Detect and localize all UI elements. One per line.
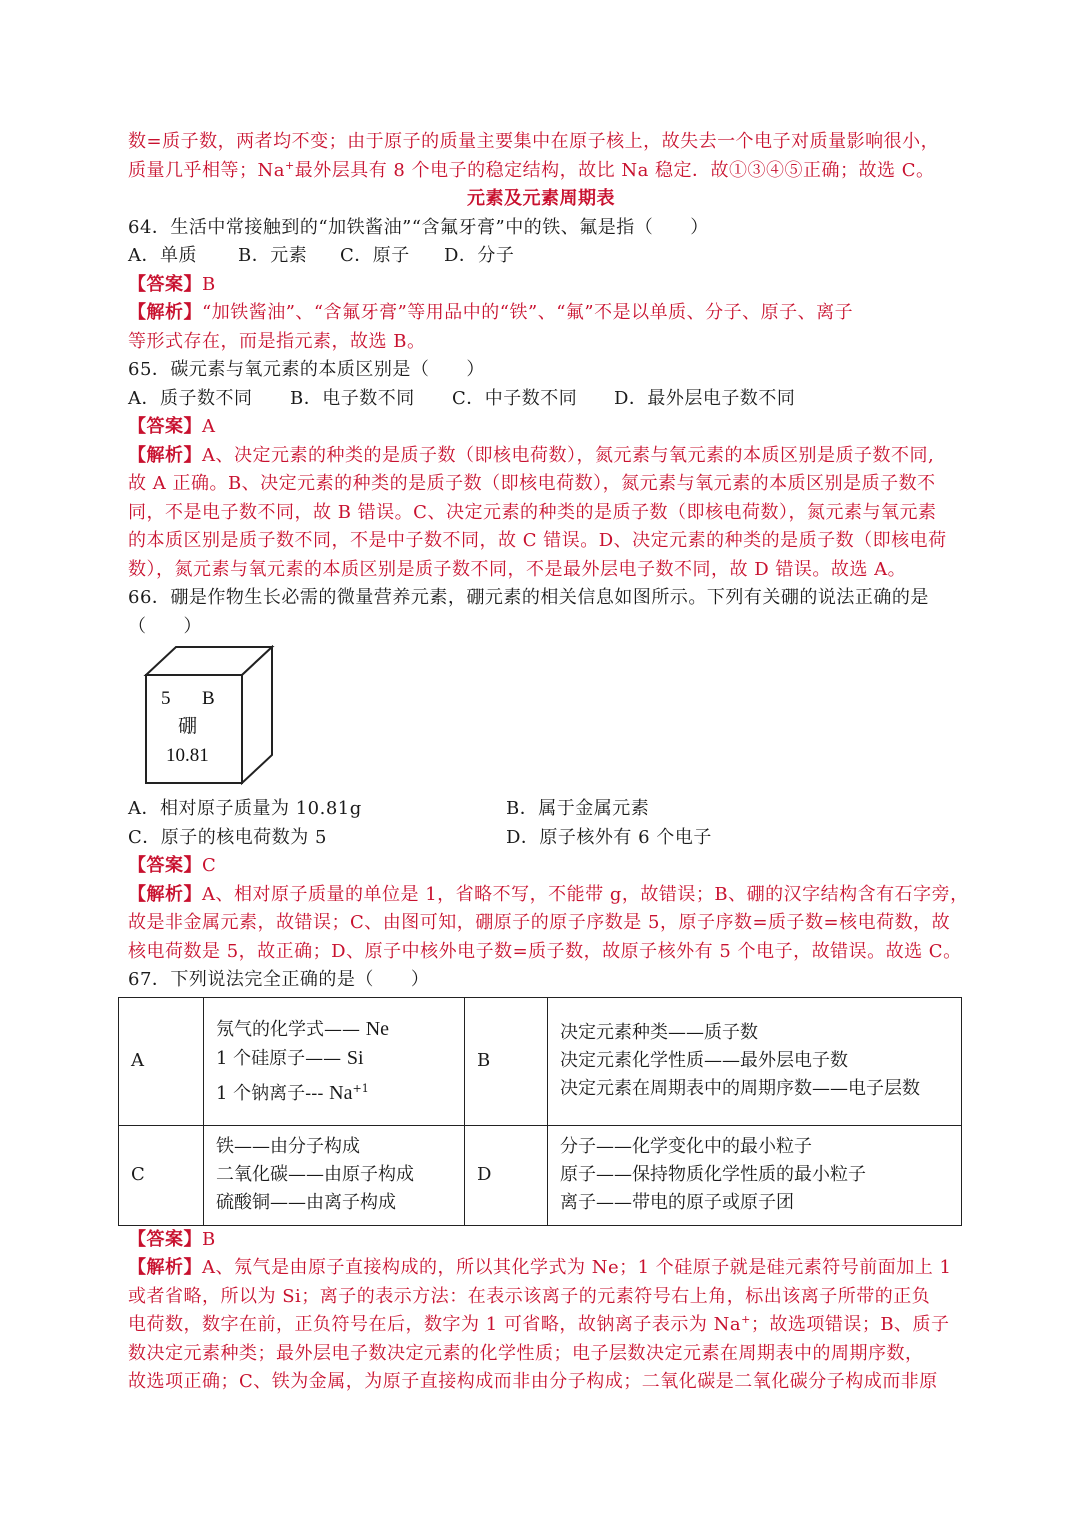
q65-option-d: D．最外层电子数不同 — [614, 387, 796, 409]
element-symbol: B — [202, 688, 215, 709]
q66-option-d: D．原子核外有 6 个电子 — [506, 826, 712, 848]
q64-option-c: C．原子 — [340, 245, 410, 266]
prev-analysis-line-2: 质量几乎相等；Na+最外层具有 8 个电子的稳定结构，故比 Na 稳定．故①③④⑤正确；故选 C。 — [128, 158, 935, 181]
prev-analysis-line-1: 数=质子数，两者均不变；由于原子的质量主要集中在原子核上，故失去一个电子对质量影响很小， — [128, 131, 940, 152]
q67-label-c: C — [119, 1125, 204, 1225]
q64-analysis-line-1: 【解析】“加铁酱油”、“含氟牙膏”等用品中的“铁”、“氟”不是以单质、分子、原子、离子 — [128, 302, 854, 323]
q64-analysis-line-2: 等形式存在，而是指元素，故选 B。 — [128, 330, 426, 352]
q67-cell-d: 分子——化学变化中的最小粒子 原子——保持物质化学性质的最小粒子 离子——带电的原子或原子团 — [548, 1125, 962, 1225]
q66-stem-line-2: （ ） — [128, 615, 202, 637]
element-cube-figure — [128, 645, 954, 795]
q67-cell-b: 决定元素种类——质子数 决定元素化学性质——最外层电子数 决定元素在周期表中的周期序数——电子层数 — [548, 997, 962, 1125]
q67-cell-c: 铁——由分子构成 二氧化碳——由原子构成 硫酸铜——由离子构成 — [204, 1125, 465, 1225]
q67-cell-a: 氖气的化学式—— Ne 1 个硅原子—— Si 1 个钠离子--- $Na^{+1}$ — [204, 997, 465, 1125]
q67-label-d: D — [465, 1125, 548, 1225]
q65-option-a: A．质子数不同 — [128, 387, 253, 409]
q66-option-c: C．原子的核电荷数为 5 — [128, 826, 327, 848]
q64-option-d: D．分子 — [444, 245, 515, 266]
q64-stem: 64．生活中常接触到的“加铁酱油”“含氟牙膏”中的铁、氟是指（ ） — [128, 216, 709, 238]
q67-stem: 67．下列说法完全正确的是（ ） — [128, 969, 430, 990]
q64-option-a: A．单质 — [128, 245, 197, 266]
q66-options-row-2 — [128, 824, 954, 853]
document-page — [128, 128, 969, 1397]
q66-answer: 【答案】C — [128, 855, 217, 876]
q65-option-b: B．电子数不同 — [290, 387, 415, 409]
q67-answer: 【答案】B — [128, 1228, 216, 1250]
q65-analysis-line-5: 数），氮元素与氧元素的本质区别是质子数不同，不是最外层电子数不同，故 D 错误。故选 A。 — [128, 558, 907, 580]
q67-analysis-line-3: 电荷数，数字在前，正负符号在后，数字为 1 可省略，故钠离子表示为 Na+；故选项错误；B、质子 — [128, 1313, 950, 1335]
q64-option-b: B．元素 — [238, 245, 308, 266]
q67-analysis-line-1: 【解析】A、氖气是由原子直接构成的，所以其化学式为 Ne；1 个硅原子就是硅元素符号前面加上 1 — [128, 1257, 952, 1278]
q65-answer: 【答案】A — [128, 416, 216, 437]
q67-options-table — [118, 997, 962, 1226]
q67-analysis-line-4: 数决定元素种类；最外层电子数决定元素的化学性质；电子层数决定元素在周期表中的周期序数， — [128, 1342, 924, 1364]
q65-option-c: C．中子数不同 — [452, 387, 578, 409]
q65-analysis-line-4: 的本质区别是质子数不同，不是中子数不同，故 C 错误。D、决定元素的种类的是质子数（即核电荷 — [128, 530, 947, 551]
element-number: 5 — [161, 688, 171, 709]
q65-analysis-line-2: 故 A 正确。B、决定元素的种类的是质子数（即核电荷数），氮元素与氧元素的本质区别是质子数不 — [128, 473, 936, 494]
q66-option-a: A．相对原子质量为 10.81g — [128, 798, 362, 819]
q67-label-b: B — [465, 997, 548, 1125]
q66-stem-line-1: 66．硼是作物生长必需的微量营养元素，硼元素的相关信息如图所示。下列有关硼的说法正确的是 — [128, 587, 929, 608]
q67-analysis-line-5: 故选项正确；C、铁为金属，为原子直接构成而非由分子构成；二氧化碳是二氧化碳分子构成而非原 — [128, 1371, 938, 1392]
q67-table-row-2 — [119, 1125, 962, 1225]
element-name: 硼 — [178, 715, 198, 737]
q66-options-row-1 — [128, 795, 954, 824]
q64-answer: 【答案】B — [128, 273, 216, 295]
q65-options — [128, 385, 954, 414]
q66-analysis-line-1: 【解析】A、相对原子质量的单位是 1，省略不写，不能带 g，故错误；B、硼的汉字结构含有石字旁， — [128, 883, 969, 905]
q64-options — [128, 242, 954, 271]
element-cube — [136, 645, 296, 795]
q66-analysis-line-2: 故是非金属元素，故错误；C、由图可知，硼原子的原子序数是 5，原子序数=质子数=核电荷数，故 — [128, 912, 951, 933]
q65-analysis-line-3: 同，不是电子数不同，故 B 错误。C、决定元素的种类的是质子数（即核电荷数），氮元素与氧元素 — [128, 501, 937, 523]
q67-label-a: A — [119, 997, 204, 1125]
q65-stem: 65．碳元素与氧元素的本质区别是（ ） — [128, 359, 485, 380]
q66-analysis-line-3: 核电荷数是 5，故正确；D、原子中核外电子数=质子数，故原子核外有 5 个电子，故错误。故选 C。 — [128, 940, 962, 962]
q67-table-row-1 — [119, 997, 962, 1125]
q66-option-b: B．属于金属元素 — [506, 798, 650, 819]
element-mass: 10.81 — [166, 745, 209, 766]
section-title: 元素及元素周期表 — [467, 188, 615, 209]
q65-analysis-line-1: 【解析】A、决定元素的种类的是质子数（即核电荷数），氮元素与氧元素的本质区别是质子数不同, — [128, 444, 935, 466]
q67-analysis-line-2: 或者省略，所以为 Si；离子的表示方法：在表示该离子的元素符号右上角，标出该离子所带的正负 — [128, 1285, 931, 1307]
